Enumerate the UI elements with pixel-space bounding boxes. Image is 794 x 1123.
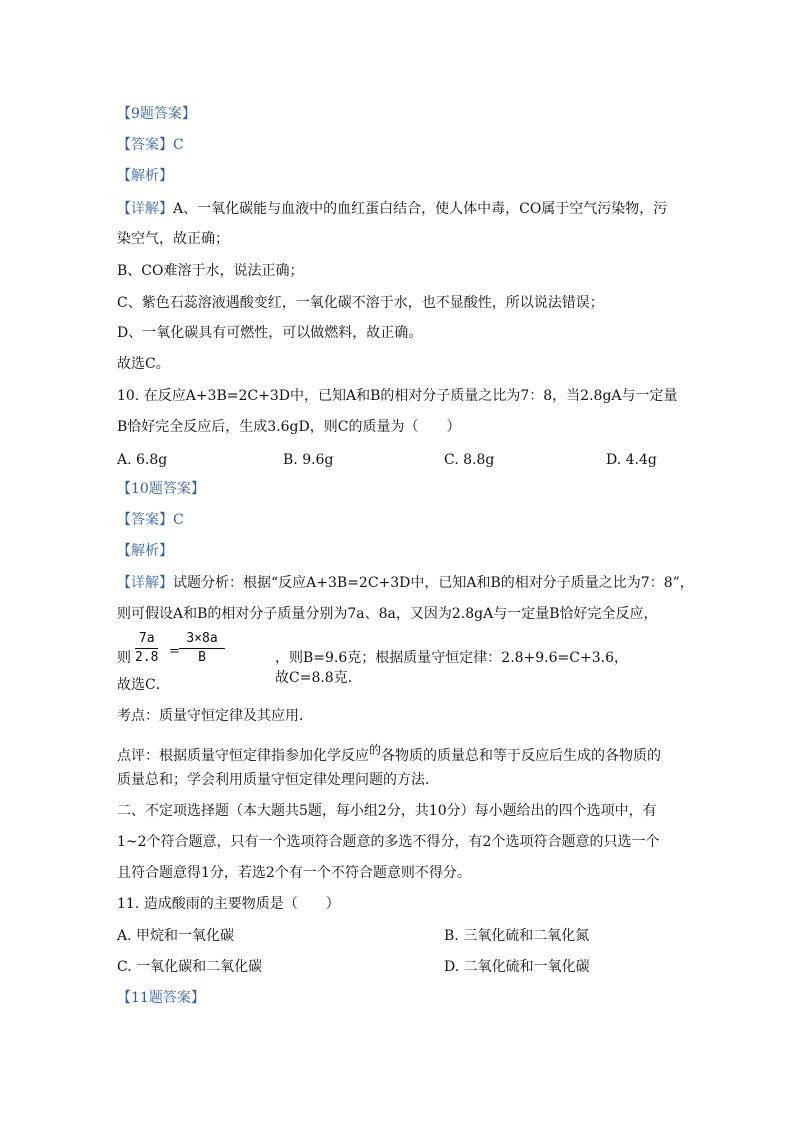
section2-instructions-line-2: 1~2个符合题意，只有一个选项符合题意的多选不得分，有2个选项符合题意的只选一个 xyxy=(117,834,660,850)
q10-detail-line-2: 则可假设A和B的相对分子质量分别为7a、8a，又因为2.8gA与一定量B恰好完全反应， xyxy=(117,606,658,622)
q9-conclusion: 故选C。 xyxy=(117,356,170,372)
q11-option-a: A. 甲烷和一氧化碳 xyxy=(117,928,235,944)
q10-option-b: B. 9.6g xyxy=(283,452,334,468)
q9-answer xyxy=(117,135,184,155)
q11-stem: 11. 造成酸雨的主要物质是（ ） xyxy=(117,896,340,912)
q10-fraction-prefix: 则 xyxy=(117,650,131,666)
q10-dianping-line-2: 质量总和；学会利用质量守恒定律处理问题的方法． xyxy=(117,772,439,788)
q9-detail-label: 【详解】 xyxy=(117,201,173,217)
q11-option-d: D. 二氧化硫和一氧化碳 xyxy=(444,959,590,975)
q10-fraction-1 xyxy=(135,630,158,667)
q10-fraction-1-numerator: 7a xyxy=(135,630,158,649)
section2-instructions-line-1: 二、不定项选择题（本大题共5题，每小组2分，共10分）每小题给出的四个选项中，有 xyxy=(117,803,657,819)
q10-dianping-de: 的 xyxy=(369,743,382,757)
q10-fraction-after: ，则B=9.6克；根据质量守恒定律：2.8+9.6=C+3.6，故C=8.8克． xyxy=(275,650,628,686)
q10-fraction-2-denominator: B xyxy=(198,650,206,665)
q9-detail-line-2: 染空气，故正确； xyxy=(117,231,229,247)
q10-stem-line-1: 10. 在反应A+3B=2C+3D中，已知A和B的相对分子质量之比为7：8，当2.8gA与一定量 xyxy=(117,388,678,404)
section2-instructions-line-3: 且符合题意得1分，若选2个有一个不符合题意则不得分。 xyxy=(117,865,471,881)
q10-dianping-text-1a: 点评：根据质量守恒定律指参加化学反应 xyxy=(117,748,369,764)
q10-detail-label: 【详解】 xyxy=(117,575,173,591)
q10-kaodian: 考点：质量守恒定律及其应用． xyxy=(117,708,313,724)
q10-dianping-text-1b: 各物质的质量总和等于反应后生成的各物质的 xyxy=(381,748,662,764)
q10-fraction-2 xyxy=(179,630,225,667)
q9-detail-line-5: D、一氧化碳具有可燃性，可以做燃料，故正确。 xyxy=(117,325,423,341)
q9-detail-line-4: C、紫色石蕊溶液遇酸变红，一氧化碳不溶于水，也不显酸性，所以说法错误； xyxy=(117,295,604,311)
q9-detail-line-1 xyxy=(117,199,667,219)
q9-detail-line-3: B、CO难溶于水，说法正确； xyxy=(117,263,304,279)
q10-option-c: C. 8.8g xyxy=(444,452,495,468)
q11-answer-heading: 【11题答案】 xyxy=(117,990,205,1006)
q10-detail-text-1: 试题分析：根据“反应A+3B=2C+3D中，已知A和B的相对分子质量之比为7：8”， xyxy=(173,575,694,591)
q10-option-a: A. 6.8g xyxy=(117,452,168,468)
q10-answer: 【答案】C xyxy=(117,512,184,528)
q10-fraction-1-denominator: 2.8 xyxy=(135,650,159,665)
q10-fraction-2-numerator: 3×8a xyxy=(179,630,225,649)
q10-analysis-label: 【解析】 xyxy=(117,543,173,559)
q10-detail-line-1 xyxy=(117,573,694,593)
q10-conclusion: 故选C． xyxy=(117,677,170,693)
q11-option-c: C. 一氧化碳和二氧化碳 xyxy=(117,959,263,975)
q10-option-d: D. 4.4g xyxy=(606,452,657,468)
q10-fraction-equals: = xyxy=(169,644,180,659)
q10-stem-line-2: B恰好完全反应后，生成3.6gD，则C的质量为（ ） xyxy=(117,419,461,435)
q9-detail-text-1: A、一氧化碳能与血液中的血红蛋白结合，使人体中毒，CO属于空气污染物，污 xyxy=(173,201,668,217)
q9-answer-heading: 【9题答案】 xyxy=(117,106,196,122)
q9-analysis-label: 【解析】 xyxy=(117,168,173,184)
q9-answer-text: 【答案】C xyxy=(117,137,184,153)
q10-answer-heading: 【10题答案】 xyxy=(117,481,205,497)
q10-dianping-line-1 xyxy=(117,740,661,766)
q11-option-b: B. 三氧化硫和二氧化氮 xyxy=(444,928,590,944)
